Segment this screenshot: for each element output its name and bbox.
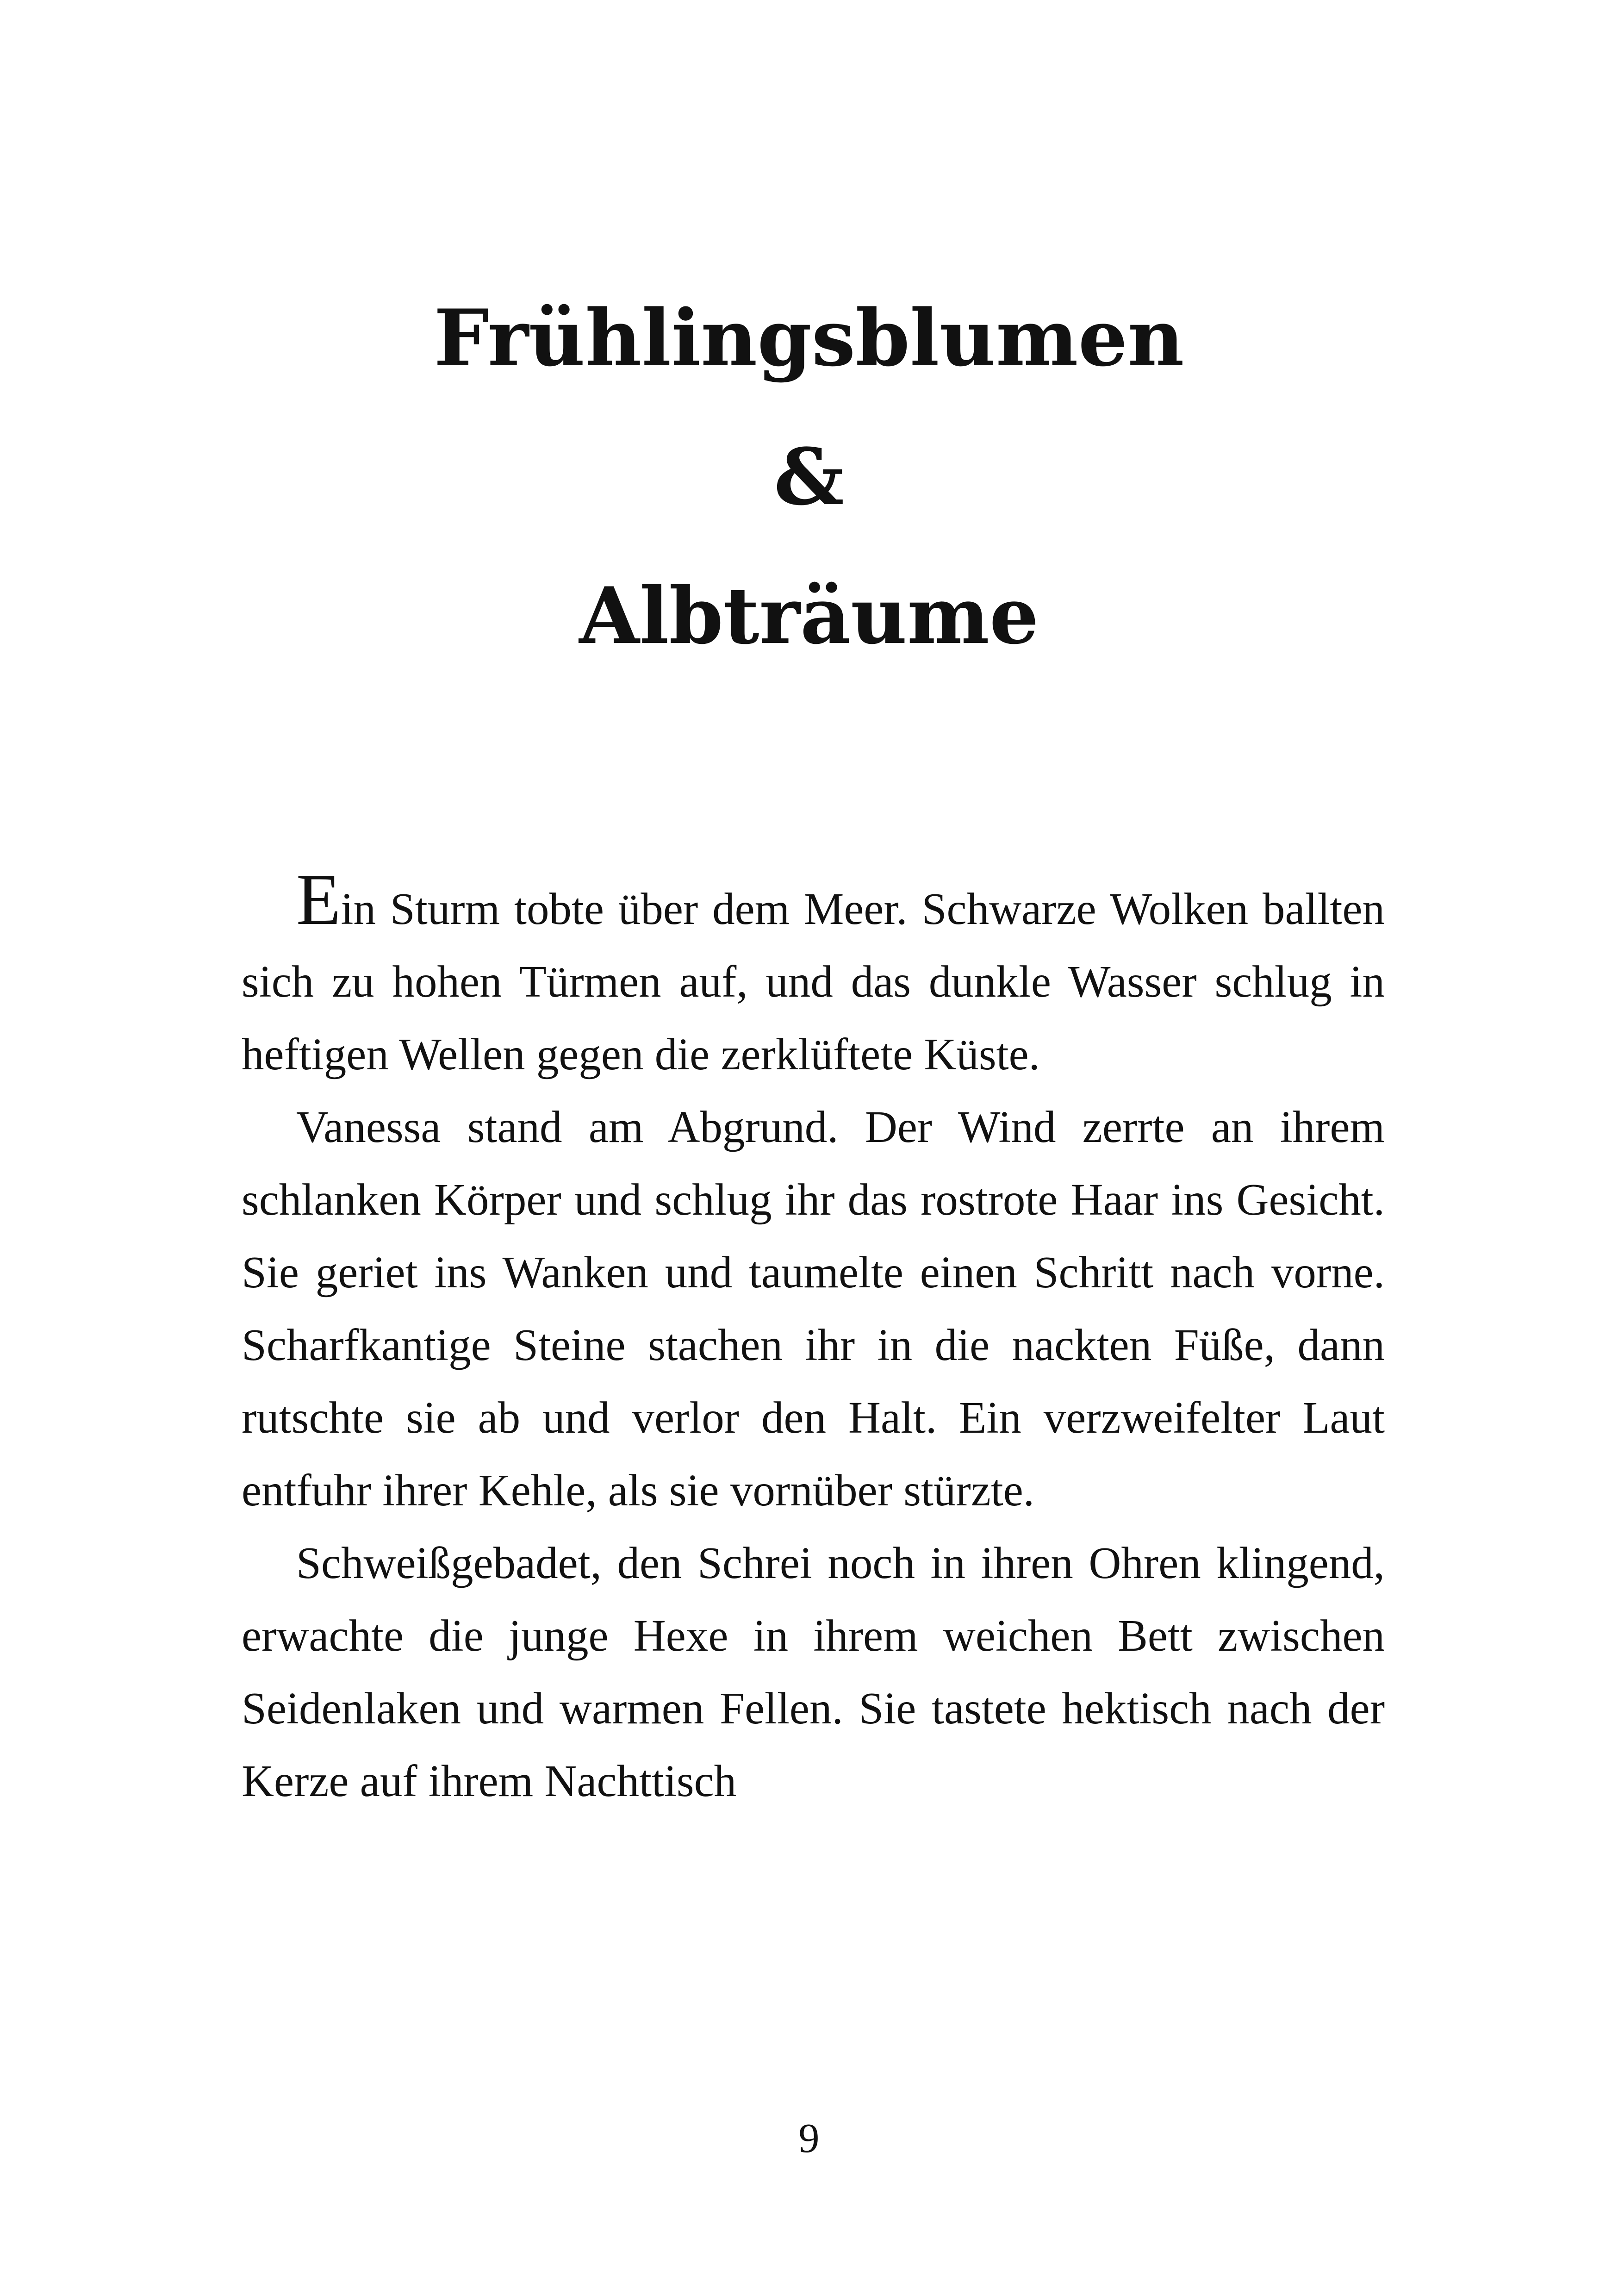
drop-cap-initial: E (296, 859, 341, 940)
paragraph-2: Vanessa stand am Abgrund. Der Wind zerrte an ihrem schlanken Körper und schlug ihr das rostrote Haar ins Gesicht. Sie geriet ins Wanken und taumelte einen Schritt nach vorne. Scharfkantige Steine stachen ihr in die nackten Füße, dann rutschte sie ab und verlor den Halt. Ein verzweifelter Laut entfuhr ihrer Kehle, als sie vornüber stürzte. (242, 1102, 1385, 1515)
paragraph-1-text: in Sturm tobte über dem Meer. Schwarze Wolken ballten sich zu hohen Türmen auf, und das dunkle Wasser schlug in heftigen Wellen gegen die zerklüftete Küste. (242, 884, 1385, 1079)
chapter-body-text (242, 859, 1385, 1817)
chapter-title (0, 268, 1618, 685)
paragraph-1 (242, 859, 1385, 1091)
chapter-title-line-2: Albträume (579, 570, 1039, 661)
chapter-title-line-1: Frühlingsblumen (434, 292, 1184, 384)
paragraph-3: Schweißgebadet, den Schrei noch in ihren Ohren klingend, erwachte die junge Hexe in ihrem weichen Bett zwischen Seidenlaken und warmen Fellen. Sie tastete hektisch nach der Kerze auf ihrem Nachttisch (242, 1538, 1385, 1806)
page-number: 9 (798, 2115, 820, 2161)
chapter-title-ampersand: & (774, 431, 844, 523)
